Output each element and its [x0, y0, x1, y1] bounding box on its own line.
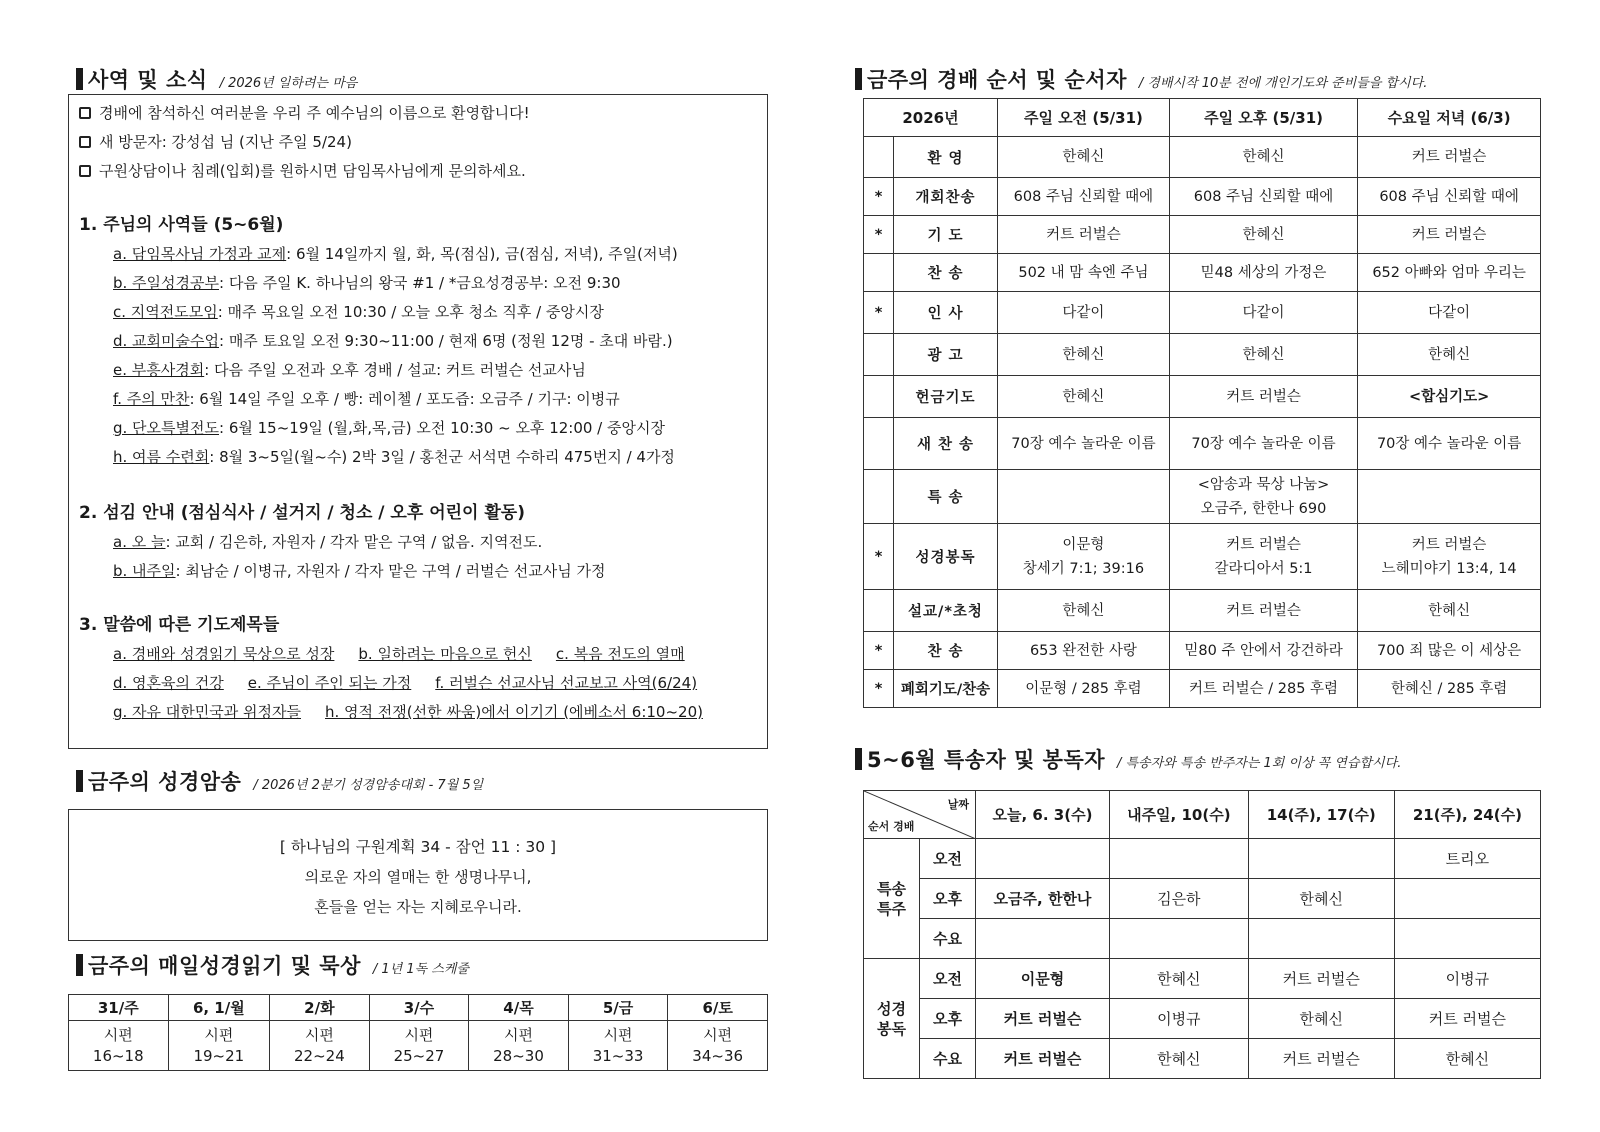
special-subtitle: / 특송자와 특송 반주자는 1회 이상 꼭 연습합시다.	[1117, 756, 1402, 771]
left-page	[0, 0, 780, 1132]
order-row: * 찬 송 653 완전한 사랑 믿80 주 안에서 강건하라 700 죄 많은 이 세상은	[864, 632, 1541, 670]
reading-header	[76, 950, 469, 980]
section-bar-icon	[76, 954, 83, 976]
corner-cell: 날짜 순서 경배	[864, 791, 976, 839]
service-item: a. 오 늘: 교회 / 김은하, 자원자 / 각자 맡은 구역 / 없음. 지역전도.	[113, 533, 543, 551]
special-row: 수요	[864, 919, 1541, 959]
ministry-item: f. 주의 만찬: 6월 14일 주일 오후 / 빵: 레이첼 / 포도즙: 오금주 / 기구: 이병규	[113, 390, 620, 408]
notice-item: 새 방문자: 강성섭 님 (지난 주일 5/24)	[79, 128, 757, 157]
reading-day: 6/토	[668, 995, 768, 1021]
reading-header-row	[69, 995, 768, 1021]
order-row: * 개회찬송 608 주님 신뢰할 때에 608 주님 신뢰할 때에 608 주님 신뢰할 때에	[864, 178, 1541, 216]
reading-cell: 시편 19~21	[168, 1021, 270, 1071]
special-row: 오후 커트 러벌슨 이병규 한혜신 커트 러벌슨	[864, 999, 1541, 1039]
order-row: * 폐회기도/찬송 이문형 / 285 후렴 커트 러벌슨 / 285 후렴 한혜신 / 285 후렴	[864, 670, 1541, 708]
memory-box	[68, 809, 768, 941]
order-header-row	[864, 99, 1541, 137]
order-row: 새 찬 송 70장 예수 놀라운 이름 70장 예수 놀라운 이름 70장 예수 놀라운 이름	[864, 418, 1541, 470]
order-row: 헌금기도 한혜신 커트 러벌슨 <합심기도>	[864, 376, 1541, 418]
reading-subtitle: / 1년 1독 스케줄	[372, 962, 469, 977]
section-bar-icon	[76, 68, 83, 90]
reading-day: 6, 1/월	[168, 995, 270, 1021]
section-bar-icon	[855, 748, 862, 770]
reading-cell: 시편 28~30	[469, 1021, 569, 1071]
ministry-item: d. 교회미술수업: 매주 토요일 오전 9:30~11:00 / 현재 6명 (정원 12명 - 초대 바람.)	[113, 332, 673, 350]
memory-header	[76, 766, 483, 796]
reading-cell: 시편 25~27	[369, 1021, 469, 1071]
news-header	[76, 64, 357, 94]
memory-title: 금주의 성경암송	[88, 770, 242, 794]
order-col-header: 수요일 저녁 (6/3)	[1358, 99, 1541, 137]
service-item: b. 내주일: 최남순 / 이병규, 자원자 / 각자 맡은 구역 / 러벌슨 선교사님 가정	[113, 562, 606, 580]
reading-cell: 시편 16~18	[69, 1021, 169, 1071]
reading-table	[68, 994, 768, 1071]
notice-item: 구원상담이나 침례(입회)를 원하시면 담임목사님에게 문의하세요.	[79, 157, 757, 186]
special-col-header: 오늘, 6. 3(수)	[976, 791, 1110, 839]
reading-day: 5/금	[568, 995, 668, 1021]
prayer-heading: 3. 말씀에 따른 기도제목들	[79, 615, 280, 635]
ministry-item: g. 단오특별전도: 6월 15~19일 (월,화,목,금) 오전 10:30 ~ 오후 12:00 / 중앙시장	[113, 419, 665, 437]
reading-day: 2/화	[270, 995, 370, 1021]
ministry-item: a. 담임목사님 가정과 교제: 6월 14일까지 월, 화, 목(점심), 금(점심, 저녁), 주일(저녁)	[113, 245, 678, 263]
order-year: 2026년	[864, 99, 998, 137]
news-box	[68, 94, 768, 749]
order-subtitle: / 경배시작 10분 전에 개인기도와 준비들을 합시다.	[1138, 76, 1428, 91]
order-row: 특 송 <암송과 묵상 나눔> 오금주, 한한나 690	[864, 470, 1541, 524]
news-title: 사역 및 소식	[88, 68, 208, 92]
special-row: 특송 특주 오전 트리오	[864, 839, 1541, 879]
order-row: 찬 송 502 내 맘 속엔 주님 믿48 세상의 가정은 652 아빠와 엄마 우리는	[864, 254, 1541, 292]
memory-reference: [ 하나님의 구원계획 34 - 잠언 11 : 30 ]	[279, 838, 557, 856]
special-header	[855, 744, 1401, 774]
checkbox-icon	[79, 136, 91, 148]
special-row: 성경 봉독 오전 이문형 한혜신 커트 러벌슨 이병규	[864, 959, 1541, 999]
special-row: 수요 커트 러벌슨 한혜신 커트 러벌슨 한혜신	[864, 1039, 1541, 1079]
order-row: * 인 사 다같이 다같이 다같이	[864, 292, 1541, 334]
memory-subtitle: / 2026년 2분기 성경암송대회 - 7월 5일	[253, 778, 484, 793]
reading-day: 4/목	[469, 995, 569, 1021]
special-col-header: 21(주), 24(수)	[1394, 791, 1540, 839]
prayer-row: g. 자유 대한민국과 위정자들 h. 영적 전쟁(선한 싸움)에서 이기기 (에베소서 6:10~20)	[113, 703, 703, 721]
prayer-row: d. 영혼육의 건강 e. 주님이 주인 되는 가정 f. 러벌슨 선교사님 선교보고 사역(6/24)	[113, 674, 698, 692]
order-row: 환 영 한혜신 한혜신 커트 러벌슨	[864, 137, 1541, 178]
order-row: * 성경봉독 이문형 창세기 7:1; 39:16 커트 러벌슨 갈라디아서 5:1 커트 러벌슨 느헤미야기 13:4, 14	[864, 524, 1541, 590]
special-row: 오후 오금주, 한한나 김은하 한혜신	[864, 879, 1541, 919]
checkbox-icon	[79, 107, 91, 119]
order-row: 광 고 한혜신 한혜신 한혜신	[864, 334, 1541, 376]
group-label: 성경 봉독	[864, 959, 920, 1079]
ministries-heading: 1. 주님의 사역들 (5~6월)	[79, 215, 284, 235]
order-row: 설교/*초청 한혜신 커트 러벌슨 한혜신	[864, 590, 1541, 632]
ministry-item: b. 주일성경공부: 다음 주일 K. 하나님의 왕국 #1 / *금요성경공부: 오전 9:30	[113, 274, 621, 292]
checkbox-icon	[79, 165, 91, 177]
reading-title: 금주의 매일성경읽기 및 묵상	[88, 954, 361, 978]
reading-day: 3/수	[369, 995, 469, 1021]
order-col-header: 주일 오전 (5/31)	[998, 99, 1170, 137]
reading-row	[69, 1021, 768, 1071]
memory-line: 혼들을 얻는 자는 지혜로우니라.	[314, 898, 522, 916]
reading-cell: 시편 34~36	[668, 1021, 768, 1071]
memory-line: 의로운 자의 열매는 한 생명나무니,	[304, 868, 532, 886]
order-title: 금주의 경배 순서 및 순서자	[867, 68, 1127, 92]
group-label: 특송 특주	[864, 839, 920, 959]
special-col-header: 내주일, 10(수)	[1109, 791, 1248, 839]
news-subtitle: / 2026년 일하려는 마음	[219, 76, 358, 91]
reading-cell: 시편 22~24	[270, 1021, 370, 1071]
order-header	[855, 64, 1427, 94]
order-row: * 기 도 커트 러벌슨 한혜신 커트 러벌슨	[864, 216, 1541, 254]
special-col-header: 14(주), 17(수)	[1248, 791, 1394, 839]
reading-cell: 시편 31~33	[568, 1021, 668, 1071]
worship-order-table	[863, 98, 1541, 708]
special-title: 5~6월 특송자 및 봉독자	[867, 748, 1106, 772]
section-bar-icon	[76, 770, 83, 792]
service-heading: 2. 섬김 안내 (점심식사 / 설거지 / 청소 / 오후 어린이 활동)	[79, 503, 525, 523]
prayer-row: a. 경배와 성경읽기 묵상으로 성장 b. 일하려는 마음으로 헌신 c. 복음 전도의 열매	[113, 645, 685, 663]
section-bar-icon	[855, 68, 862, 90]
ministry-item: c. 지역전도모임: 매주 목요일 오전 10:30 / 오늘 오후 청소 직후 / 중앙시장	[113, 303, 604, 321]
order-col-header: 주일 오후 (5/31)	[1169, 99, 1357, 137]
ministry-item: e. 부흥사경회: 다음 주일 오전과 오후 경배 / 설교: 커트 러벌슨 선교사님	[113, 361, 586, 379]
reading-day: 31/주	[69, 995, 169, 1021]
special-header-row	[864, 791, 1541, 839]
special-schedule-table	[863, 790, 1541, 1079]
notice-item: 경배에 참석하신 여러분을 우리 주 예수님의 이름으로 환영합니다!	[79, 99, 757, 128]
ministry-item: h. 여름 수련회: 8월 3~5일(월~수) 2박 3일 / 홍천군 서석면 수하리 475번지 / 4가정	[113, 448, 675, 466]
